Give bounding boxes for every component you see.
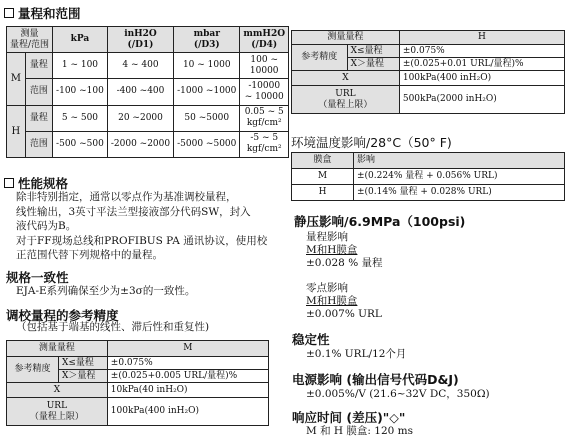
power-value: ±0.005%/V (21.6~32V DC，350Ω) bbox=[306, 388, 490, 400]
performance-line: 线性输出，3英寸平法兰型接液部分代码SW，封入 bbox=[16, 205, 251, 218]
reference-subtitle: （包括基于端基的线性、滞后性和重复性) bbox=[16, 321, 210, 333]
table-m-accuracy-label: 参考精度 bbox=[7, 357, 59, 383]
range-table-corner bbox=[7, 27, 53, 53]
row-label: 范围 bbox=[25, 79, 52, 105]
group-h-label: H bbox=[7, 105, 26, 157]
table-cell: 50 ~5000 bbox=[174, 105, 240, 131]
performance-paragraph bbox=[16, 190, 267, 263]
table-cell: -100 ~100 bbox=[53, 79, 108, 105]
table-m-cond2: X＞量程 bbox=[58, 370, 107, 383]
performance-line: 除非特别指定，通常以零点作为基准调校量程， bbox=[16, 191, 237, 203]
ambient-col2: 影响 bbox=[354, 153, 565, 169]
table-m-val2: ±(0.025+0.005 URL/量程)% bbox=[107, 370, 268, 383]
performance-title: 性能规格 bbox=[18, 176, 69, 191]
table-cell: -400 ~400 bbox=[107, 79, 173, 105]
table-h-accuracy-label: 参考精度 bbox=[292, 45, 348, 71]
table-cell: -10000 ~ 10000 bbox=[240, 79, 289, 105]
table-h-url-label bbox=[292, 86, 400, 114]
corner-line2: 量程/范围 bbox=[10, 39, 50, 50]
static-title: 静压影响/6.9MPa（100psi) bbox=[294, 214, 466, 229]
table-h-cond1: X≤量程 bbox=[347, 45, 399, 58]
static-zero-capsule: M和H膜盒 bbox=[306, 295, 358, 307]
col-header-mbar bbox=[174, 27, 240, 53]
col-header-mmh2o bbox=[240, 27, 289, 53]
static-block bbox=[306, 231, 383, 270]
table-h-header-right: H bbox=[399, 31, 564, 45]
table-cell: -2000 ~2000 bbox=[107, 131, 173, 157]
table-h-url-val: 500kPa(2000 inH₂O) bbox=[399, 86, 564, 114]
col-header-inh2o bbox=[107, 27, 173, 53]
table-h-header-left: 测量量程 bbox=[292, 31, 400, 45]
col-header-mbar-l2: (/D3) bbox=[193, 39, 220, 50]
table-cell: 20 ~2000 bbox=[107, 105, 173, 131]
row-label: 量程 bbox=[25, 53, 52, 79]
table-cell: -5000 ~5000 bbox=[174, 131, 240, 157]
table-m-url-val: 100kPa(400 inH₂O) bbox=[107, 398, 268, 426]
table-m-url-l1: URL bbox=[46, 400, 68, 411]
table-m-header-left: 测量量程 bbox=[7, 341, 108, 357]
ambient-capsule: M bbox=[292, 169, 354, 185]
static-span-capsule: M和H膜盒 bbox=[306, 244, 358, 256]
table-cell: 5 ~ 500 bbox=[53, 105, 108, 131]
ambient-col1: 膜盒 bbox=[292, 153, 354, 169]
consistency-text: EJA-E系列确保至少为±3σ的一致性。 bbox=[16, 285, 196, 297]
static-span-value: ±0.028 % 量程 bbox=[306, 257, 383, 269]
ambient-table bbox=[291, 152, 565, 201]
table-cell: 0.05 ~ 5 kgf/cm² bbox=[240, 105, 289, 131]
table-cell: -500 ~500 bbox=[53, 131, 108, 157]
ambient-effect: ±(0.224% 量程 + 0.056% URL) bbox=[354, 169, 565, 185]
reference-title: 调校量程的参考精度 bbox=[6, 308, 119, 323]
table-cell: 4 ~ 400 bbox=[107, 53, 173, 79]
col-header-mmh2o-l1: mmH2O bbox=[243, 28, 286, 39]
table-h-url-l1: URL bbox=[335, 88, 356, 99]
performance-line: 对于FF现场总线和PROFIBUS PA 通讯协议，使用校 bbox=[16, 234, 268, 247]
col-header-mbar-l1: mbar bbox=[193, 28, 220, 39]
table-cell: 1 ~ 100 bbox=[53, 53, 108, 79]
table-m-header-right: M bbox=[107, 341, 268, 357]
square-bullet-icon bbox=[4, 8, 14, 18]
table-m-x-val: 10kPa(40 inH₂O) bbox=[107, 383, 268, 398]
range-section-title: 量程和范围 bbox=[18, 6, 81, 21]
ambient-capsule: H bbox=[292, 185, 354, 201]
table-m-url-label bbox=[7, 398, 108, 426]
table-cell: 10 ~ 1000 bbox=[174, 53, 240, 79]
table-cell: -5 ~ 5 kgf/cm² bbox=[240, 131, 289, 157]
col-header-inh2o-l1: inH2O bbox=[124, 28, 157, 39]
static-span-label: 量程影响 bbox=[306, 231, 348, 243]
accuracy-table-m bbox=[6, 340, 269, 426]
table-h-val2: ±(0.025+0.01 URL/量程)% bbox=[399, 58, 564, 71]
range-section-heading bbox=[4, 4, 81, 22]
corner-line1: 测量 bbox=[20, 28, 39, 39]
ambient-effect: ±(0.14% 量程 + 0.028% URL) bbox=[354, 185, 565, 201]
table-cell: -1000 ~1000 bbox=[174, 79, 240, 105]
col-header-kpa bbox=[53, 27, 108, 53]
stability-value: ±0.1% URL/12个月 bbox=[306, 348, 407, 360]
static-zero-value: ±0.007% URL bbox=[306, 308, 382, 320]
response-value: M 和 H 膜盒: 120 ms bbox=[306, 425, 414, 437]
consistency-title: 规格一致性 bbox=[6, 270, 69, 285]
accuracy-table-h bbox=[291, 30, 565, 114]
table-m-url-l2: （量程上限） bbox=[29, 411, 84, 422]
power-title: 电源影响 (输出信号代码D&J) bbox=[292, 372, 459, 387]
row-label: 量程 bbox=[25, 105, 52, 131]
table-h-x-val: 100kPa(400 inH₂O) bbox=[399, 71, 564, 86]
col-header-kpa-text: kPa bbox=[70, 34, 90, 45]
static-zero-label: 零点影响 bbox=[306, 282, 348, 294]
ambient-title: 环境温度影响/28°C（50° F) bbox=[291, 135, 452, 150]
row-label: 范围 bbox=[25, 131, 52, 157]
response-title: 响应时间 (差压)"◇" bbox=[292, 410, 406, 425]
table-h-x-label: X bbox=[292, 71, 400, 86]
square-bullet-icon bbox=[4, 178, 14, 188]
table-h-val1: ±0.075% bbox=[399, 45, 564, 58]
table-h-cond2: X＞量程 bbox=[347, 58, 399, 71]
table-m-val1: ±0.075% bbox=[107, 357, 268, 370]
table-m-cond1: X≤量程 bbox=[58, 357, 107, 370]
col-header-inh2o-l2: (/D1) bbox=[127, 39, 154, 50]
table-h-url-l2: （量程上限） bbox=[318, 99, 373, 110]
performance-line: 液代码为B。 bbox=[16, 220, 77, 232]
group-m-label: M bbox=[7, 53, 26, 105]
range-table bbox=[6, 26, 289, 158]
col-header-mmh2o-l2: (/D4) bbox=[251, 39, 278, 50]
stability-title: 稳定性 bbox=[292, 332, 330, 347]
performance-line: 正范围代替下列规格中的量程。 bbox=[16, 249, 163, 261]
table-cell: 100 ~ 10000 bbox=[240, 53, 289, 79]
static-zero-block bbox=[306, 282, 382, 321]
table-m-x-label: X bbox=[7, 383, 108, 398]
